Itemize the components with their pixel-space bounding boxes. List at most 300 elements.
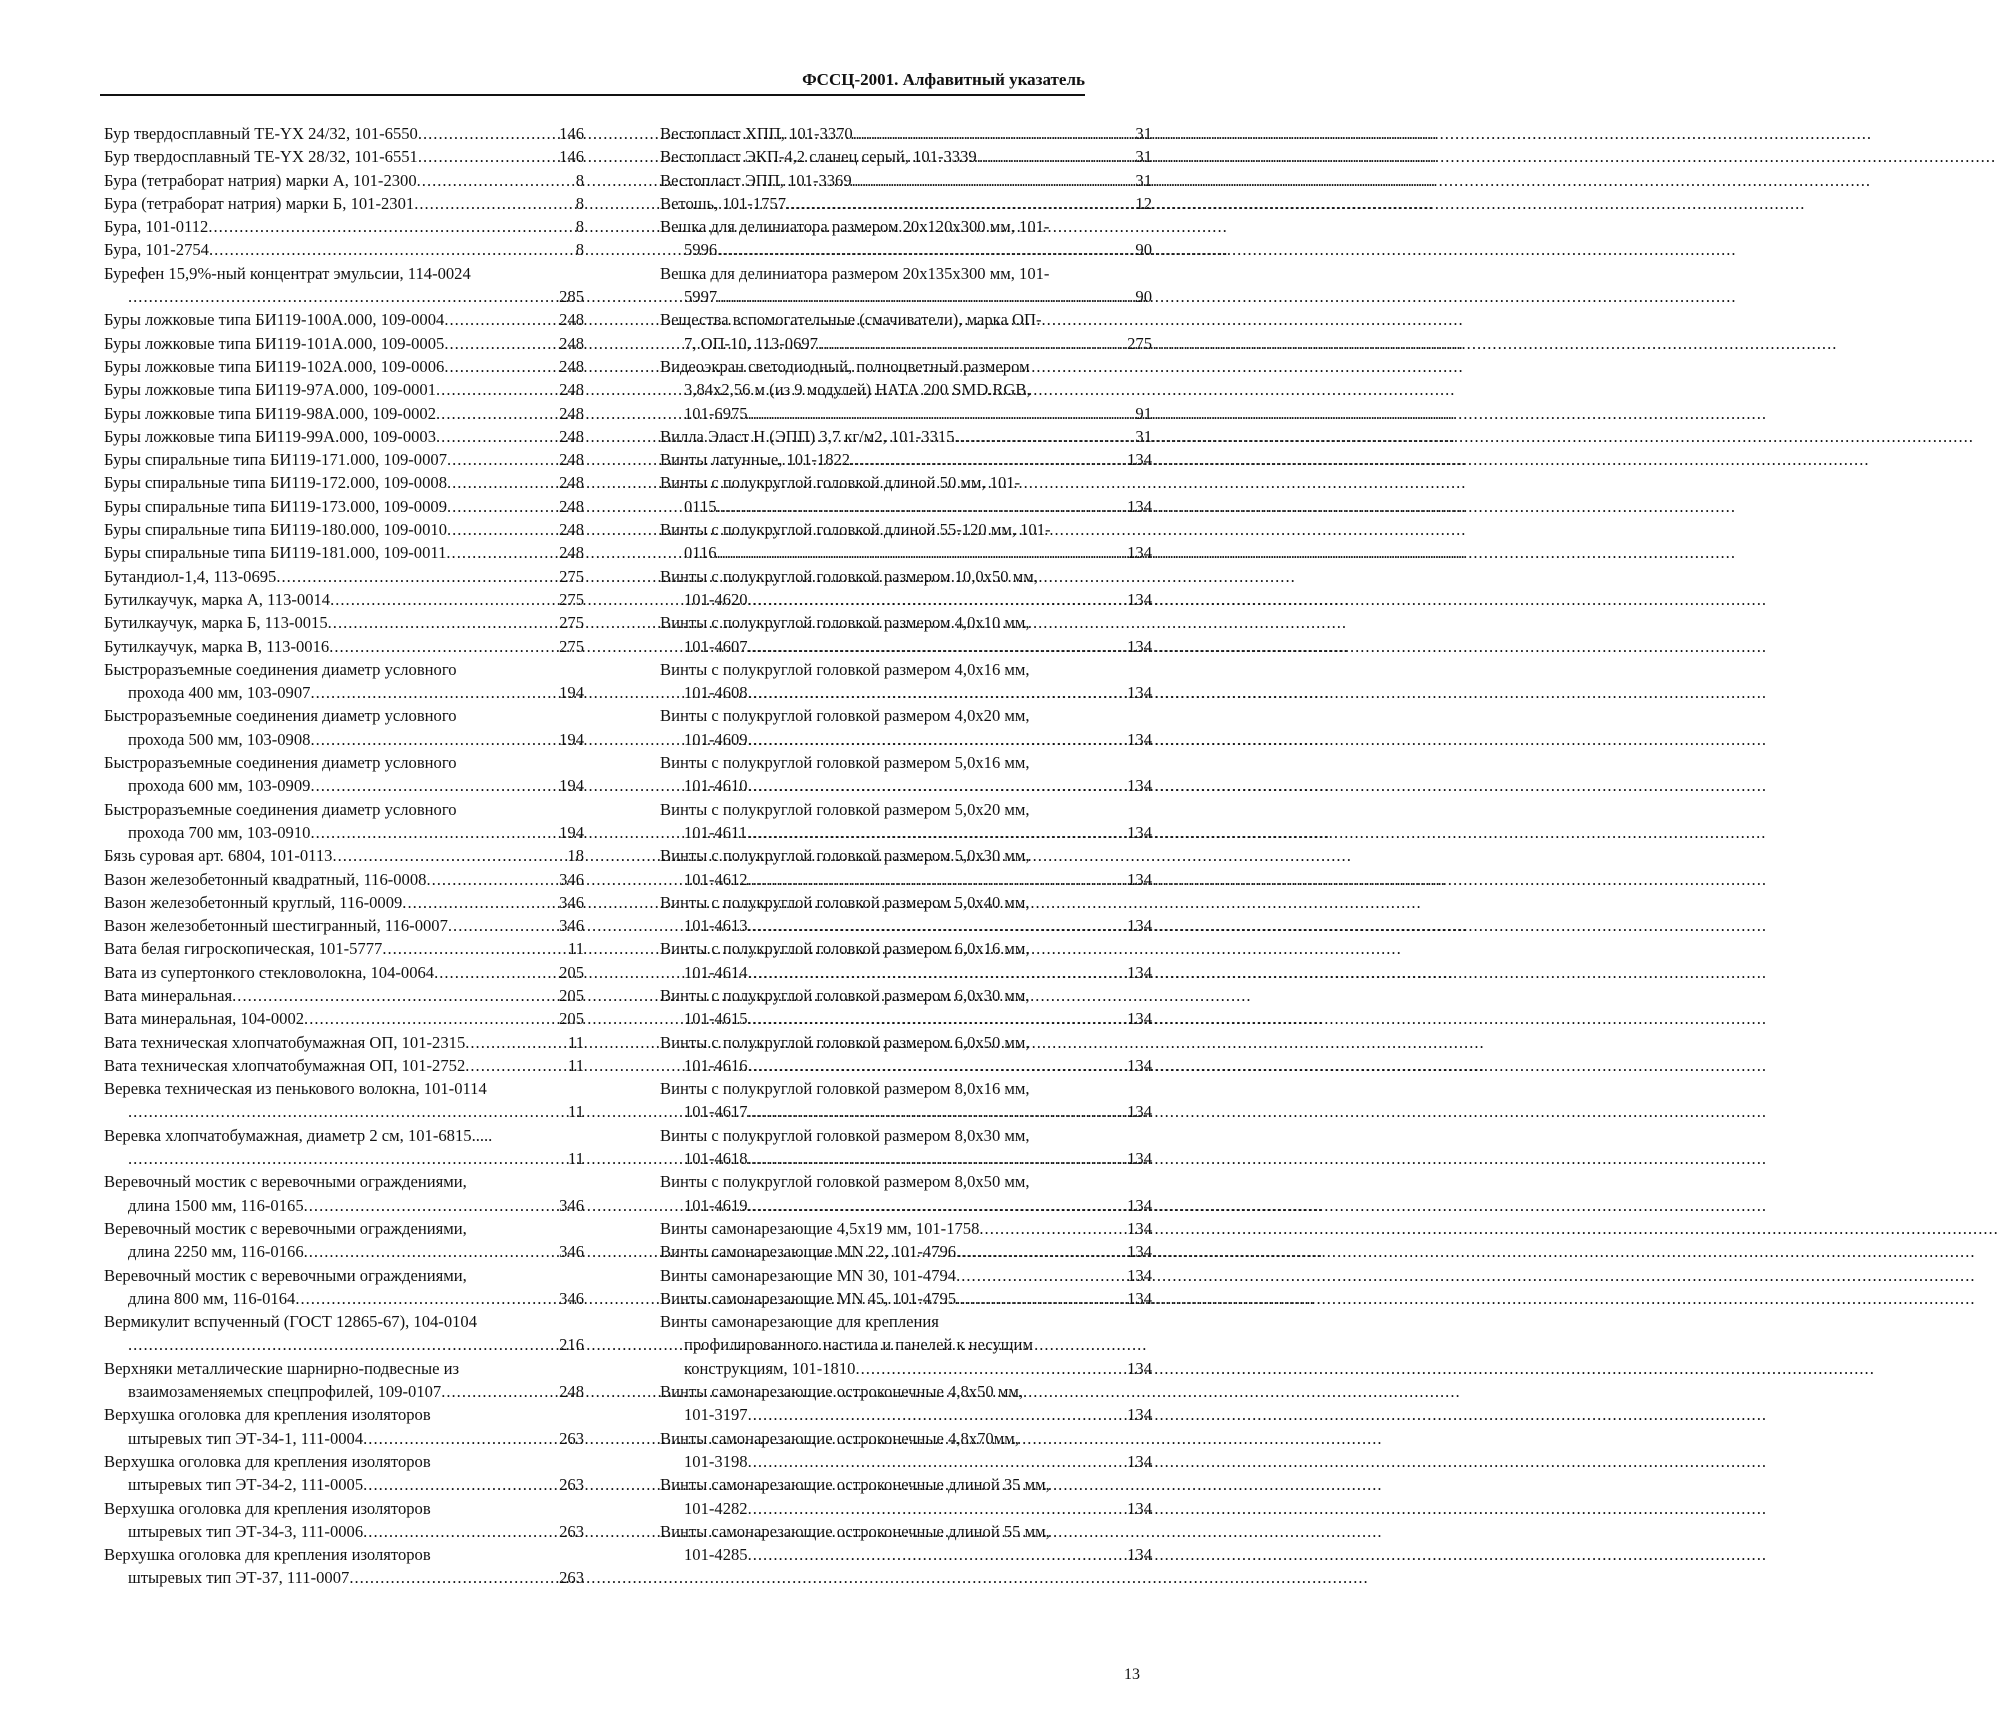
entry-line (660, 1124, 1152, 1147)
entry-text: Винты с полукруглой головкой размером 5,0х16 мм, (660, 753, 1030, 773)
index-entry (660, 1170, 1152, 1217)
entry-continuation-line (660, 1543, 1152, 1566)
entry-text: Винты самонарезающие остроконечные 4,8х50 мм, (660, 1382, 1023, 1402)
page-number: 13 (1124, 1666, 1140, 1683)
index-entry (104, 844, 584, 867)
entry-line (104, 611, 584, 634)
dot-leader (304, 1007, 557, 1030)
entry-page-ref: 134 (1127, 869, 1152, 889)
entry-text: Ветошь, 101-1757 (660, 193, 787, 213)
dot-leader (786, 192, 1133, 215)
entry-text: Быстроразъемные соединения диаметр условного (104, 659, 457, 679)
entry-page-ref: 31 (1135, 170, 1152, 190)
entry-line (104, 868, 584, 891)
dot-leader (434, 961, 557, 984)
index-column-left (104, 122, 584, 1590)
entry-text: Веревочный мостик с веревочными ограждениями, (104, 1265, 467, 1285)
dot-leader (850, 448, 1125, 471)
entry-text: Вешка для делиниатора размером 20х120х300 мм, 101- (660, 217, 1050, 237)
entry-page-ref: 248 (559, 473, 584, 493)
entry-text: Винты самонарезающие остроконечные длиной 55 мм, (660, 1521, 1050, 1541)
entry-line (104, 471, 584, 494)
entry-page-ref: 194 (559, 683, 584, 703)
dot-leader (717, 541, 1126, 564)
entry-page-ref: 134 (1127, 776, 1152, 796)
entry-text: Вешка для делиниатора размером 20х135х300 мм, 101- (660, 263, 1050, 283)
entry-text: Винты с полукруглой головкой размером 6,0х50 мм, (660, 1032, 1030, 1052)
index-entry (660, 1240, 1152, 1263)
index-entry (660, 355, 1152, 425)
entry-text: Буры ложковые типа БИ119-100А.000, 109-0004 (104, 310, 445, 330)
dot-leader (748, 1403, 1126, 1426)
entry-continuation-line (660, 378, 1152, 401)
dot-leader (426, 868, 557, 891)
dot-leader (956, 1287, 1125, 1310)
entry-page-ref: 134 (1127, 1265, 1152, 1285)
entry-text: Буры спиральные типа БИ119-181.000, 109-0011 (104, 543, 447, 563)
entry-page-ref: 134 (1127, 1451, 1152, 1471)
entry-page-ref: 346 (559, 916, 584, 936)
index-entry (660, 1310, 1152, 1380)
dot-leader (128, 1100, 566, 1123)
dot-leader (748, 1100, 1126, 1123)
index-entry (660, 1473, 1152, 1520)
entry-page-ref: 8 (575, 170, 584, 190)
entry-continuation-line (104, 681, 584, 704)
entry-line (660, 1077, 1152, 1100)
entry-page-ref: 194 (559, 729, 584, 749)
index-entry (104, 1077, 584, 1124)
entry-text: Винты с полукруглой головкой размером 6,0х30 мм, (660, 985, 1030, 1005)
entry-continuation-line (660, 1054, 1152, 1077)
index-entry (660, 448, 1152, 471)
entry-line (660, 1240, 1152, 1263)
entry-continuation-line (104, 1240, 584, 1263)
entry-page-ref: 346 (559, 892, 584, 912)
index-entry (104, 1450, 584, 1497)
index-entry (660, 1520, 1152, 1567)
dot-leader (402, 891, 557, 914)
entry-page-ref: 263 (559, 1521, 584, 1541)
entry-text: 101-4618 (684, 1149, 748, 1169)
entry-text: Винты самонарезающие 4,5х19 мм, 101-1758 (660, 1218, 980, 1238)
dot-leader (417, 169, 574, 192)
entry-text: Винты с полукруглой головкой размером 4,0х10 мм, (660, 613, 1030, 633)
entry-continuation-line (660, 728, 1152, 751)
entry-page-ref: 275 (559, 566, 584, 586)
dot-leader (748, 1194, 1126, 1217)
entry-text: конструкциям, 101-1810 (684, 1358, 856, 1378)
entry-page-ref: 134 (1127, 543, 1152, 563)
index-entry (104, 332, 584, 355)
entry-text: 101-4607 (684, 636, 748, 656)
entry-line (104, 1310, 584, 1333)
index-entry (660, 1077, 1152, 1124)
entry-line (104, 704, 584, 727)
index-entry (104, 1031, 584, 1054)
entry-text: Бутилкаучук, марка Б, 113-0015 (104, 613, 328, 633)
index-entry (660, 169, 1152, 192)
entry-line (660, 1380, 1152, 1403)
entry-text: взаимозаменяемых спецпрофилей, 109-0107 (128, 1382, 442, 1402)
entry-page-ref: 134 (1127, 496, 1152, 516)
entry-continuation-line (660, 1147, 1152, 1170)
entry-page-ref: 248 (559, 403, 584, 423)
dot-leader (748, 728, 1126, 751)
entry-page-ref: 275 (1127, 333, 1152, 353)
index-entry (104, 1403, 584, 1450)
index-entry (104, 402, 584, 425)
entry-text: Бур твердосплавный ТЕ-YX 24/32, 101-6550 (104, 124, 418, 143)
index-entry (104, 635, 584, 658)
entry-text: 5997 (684, 287, 718, 307)
dot-leader (748, 774, 1126, 797)
entry-continuation-line (660, 914, 1152, 937)
entry-page-ref: 346 (559, 1242, 584, 1262)
entry-continuation-line (104, 1287, 584, 1310)
index-entry (104, 1054, 584, 1077)
entry-line (660, 215, 1152, 238)
index-entry (104, 984, 584, 1007)
entry-text: Винты с полукруглой головкой размером 8,0х16 мм, (660, 1079, 1030, 1099)
entry-page-ref: 134 (1127, 1358, 1152, 1378)
entry-text: Видеоэкран светодиодный, полноцветный размером (660, 356, 1030, 376)
entry-text: Веревочный мостик с веревочными ограждениями, (104, 1218, 467, 1238)
entry-continuation-line (660, 635, 1152, 658)
entry-text: Буры спиральные типа БИ119-173.000, 109-0009 (104, 496, 447, 516)
entry-page-ref: 146 (559, 124, 584, 143)
dot-leader (444, 355, 557, 378)
entry-page-ref: 275 (559, 636, 584, 656)
entry-page-ref: 263 (559, 1475, 584, 1495)
entry-page-ref: 134 (1127, 729, 1152, 749)
entry-page-ref: 134 (1127, 822, 1152, 842)
entry-text: Винты с полукруглой головкой размером 10,0х50 мм, (660, 566, 1038, 586)
entry-continuation-line (104, 1427, 584, 1450)
index-entry (660, 1287, 1152, 1310)
entry-text: Веревочный мостик с веревочными ограждениями, (104, 1172, 467, 1192)
entry-text: Буры ложковые типа БИ119-97А.000, 109-0001 (104, 380, 437, 400)
entry-text: Вата минеральная, 104-0002 (104, 1009, 305, 1029)
index-entry (660, 658, 1152, 705)
entry-text: Вестопласт ЭПП, 101-3369 (660, 170, 852, 190)
dot-leader (448, 914, 557, 937)
index-entry (104, 611, 584, 634)
dot-leader (717, 285, 1133, 308)
entry-page-ref: 263 (559, 1428, 584, 1448)
entry-page-ref: 248 (559, 496, 584, 516)
entry-page-ref: 134 (1127, 1149, 1152, 1169)
index-entry (104, 122, 584, 145)
dot-leader (748, 588, 1126, 611)
entry-line (660, 891, 1152, 914)
dot-leader (748, 1450, 1126, 1473)
entry-text: Винты с полукруглой головкой размером 5,0х30 мм, (660, 846, 1030, 866)
dot-leader (446, 541, 557, 564)
entry-page-ref: 134 (1127, 1055, 1152, 1075)
entry-continuation-line (104, 1520, 584, 1543)
entry-text: Буры спиральные типа БИ119-171.000, 109-0007 (104, 450, 447, 470)
entry-line (104, 1497, 584, 1520)
entry-text: Буры ложковые типа БИ119-99А.000, 109-0003 (104, 426, 437, 446)
entry-text: Вазон железобетонный круглый, 116-0009 (104, 892, 403, 912)
entry-continuation-line (660, 285, 1152, 308)
entry-line (660, 1520, 1152, 1543)
entry-text: Веревка хлопчатобумажная, диаметр 2 см, 101-6815..... (104, 1125, 493, 1145)
entry-text: Бура, 101-2754 (104, 240, 209, 260)
entry-continuation-line (104, 1333, 584, 1356)
dot-leader (748, 1054, 1126, 1077)
dot-leader (748, 681, 1126, 704)
dot-leader (329, 635, 557, 658)
entry-text: Буры ложковые типа БИ119-101А.000, 109-0005 (104, 333, 445, 353)
entry-text: Верхушка оголовка для крепления изоляторов (104, 1451, 431, 1471)
entry-text: Вермикулит вспученный (ГОСТ 12865-67), 104-0104 (104, 1312, 478, 1332)
entry-continuation-line (660, 588, 1152, 611)
entry-text: Бутандиол-1,4, 113-0695 (104, 566, 277, 586)
entry-text: Винты с полукруглой головкой размером 8,0х30 мм, (660, 1125, 1030, 1145)
entry-continuation-line (660, 681, 1152, 704)
dot-leader (447, 448, 557, 471)
index-entry (104, 658, 584, 705)
entry-text: Верхушка оголовка для крепления изоляторов (104, 1498, 431, 1518)
index-entry (660, 984, 1152, 1031)
entry-text: Буры спиральные типа БИ119-172.000, 109-0008 (104, 473, 447, 493)
dot-leader (717, 238, 1133, 261)
dot-leader (304, 1194, 557, 1217)
entry-line (104, 448, 584, 471)
dot-leader (418, 145, 557, 168)
entry-page-ref: 134 (1127, 450, 1152, 470)
entry-text: 0116 (684, 543, 717, 563)
entry-line (660, 448, 1152, 471)
dot-leader (128, 285, 557, 308)
entry-line (660, 1170, 1152, 1193)
entry-continuation-line (660, 868, 1152, 891)
entry-page-ref: 11 (568, 1055, 584, 1075)
entry-page-ref: 134 (1127, 1242, 1152, 1262)
dot-leader (382, 937, 566, 960)
entry-page-ref: 18 (567, 846, 584, 866)
entry-text: Вестопласт ХПП, 101-3370 (660, 124, 853, 143)
entry-text: Вата техническая хлопчатобумажная ОП, 101-2752 (104, 1055, 466, 1075)
dot-leader (956, 1240, 1125, 1263)
entry-page-ref: 12 (1135, 193, 1152, 213)
index-entry (660, 1264, 1152, 1287)
dot-leader (748, 1147, 1126, 1170)
entry-text: длина 800 мм, 116-0164 (128, 1288, 296, 1308)
entry-page-ref: 248 (559, 426, 584, 446)
entry-line (104, 914, 584, 937)
entry-line (104, 122, 584, 145)
index-entry (104, 961, 584, 984)
entry-text: 101-4608 (684, 683, 748, 703)
index-entry (660, 308, 1152, 355)
entry-page-ref: 346 (559, 1195, 584, 1215)
entry-text: Вазон железобетонный квадратный, 116-0008 (104, 869, 427, 889)
entry-text: 101-6975 (684, 403, 748, 423)
entry-page-ref: 90 (1135, 240, 1152, 260)
entry-continuation-line (660, 238, 1152, 261)
index-entry (104, 1170, 584, 1217)
entry-page-ref: 134 (1127, 916, 1152, 936)
entry-continuation-line (104, 774, 584, 797)
entry-line (104, 1450, 584, 1473)
entry-line (660, 1264, 1152, 1287)
entry-line (104, 238, 584, 261)
index-entry (660, 704, 1152, 751)
index-entry (660, 1031, 1152, 1078)
entry-line (104, 798, 584, 821)
entry-text: Бур твердосплавный ТЕ-YX 28/32, 101-6551 (104, 147, 418, 167)
entry-page-ref: 134 (1127, 1195, 1152, 1215)
entry-line (104, 332, 584, 355)
entry-continuation-line (660, 1333, 1152, 1356)
dot-leader (717, 495, 1126, 518)
dot-leader (328, 611, 557, 634)
entry-text: 101-4612 (684, 869, 748, 889)
entry-text: 101-4611 (684, 822, 747, 842)
dot-leader (748, 635, 1126, 658)
dot-leader (304, 1240, 557, 1263)
entry-text: длина 1500 мм, 116-0165 (128, 1195, 304, 1215)
entry-line (104, 1054, 584, 1077)
entry-line (660, 798, 1152, 821)
index-entry (104, 751, 584, 798)
entry-line (104, 378, 584, 401)
dot-leader (955, 425, 1134, 448)
entry-continuation-line (660, 541, 1152, 564)
entry-text: Быстроразъемные соединения диаметр условного (104, 706, 457, 726)
entry-text: Вата из супертонкого стекловолокна, 104-0064 (104, 962, 435, 982)
entry-line (104, 495, 584, 518)
index-entry (104, 798, 584, 845)
entry-page-ref: 134 (1127, 1405, 1152, 1425)
entry-page-ref: 248 (559, 450, 584, 470)
entry-line (660, 169, 1152, 192)
dot-leader (447, 495, 557, 518)
entry-continuation-line (104, 1473, 584, 1496)
index-entry (104, 1264, 584, 1311)
entry-continuation-line (660, 1450, 1152, 1473)
entry-continuation-line (104, 1566, 584, 1589)
entry-text: Верхняки металлические шарнирно-подвесные из (104, 1358, 460, 1378)
dot-leader (332, 844, 565, 867)
entry-continuation-line (660, 821, 1152, 844)
entry-line (104, 588, 584, 611)
dot-leader (276, 565, 557, 588)
entry-text: Винты самонарезающие MN 30, 101-4794 (660, 1265, 957, 1285)
entry-text: прохода 500 мм, 103-0908 (128, 729, 311, 749)
entry-line (104, 169, 584, 192)
entry-line (104, 751, 584, 774)
entry-page-ref: 31 (1135, 147, 1152, 167)
index-entry (660, 798, 1152, 845)
entry-text: Вилла Эласт Н (ЭПП) 3,7 кг/м2, 101-3315 (660, 426, 955, 446)
entry-text: Веревка техническая из пенькового волокна, 101-0114 (104, 1079, 487, 1099)
dot-leader (747, 821, 1125, 844)
index-entry (660, 844, 1152, 891)
entry-continuation-line (104, 821, 584, 844)
index-entry (660, 192, 1152, 215)
entry-line (104, 192, 584, 215)
index-entry (104, 937, 584, 960)
index-entry (104, 425, 584, 448)
dot-leader (444, 308, 557, 331)
entry-continuation-line (660, 1007, 1152, 1030)
entry-continuation-line (660, 1497, 1152, 1520)
entry-line (660, 937, 1152, 960)
entry-line (104, 1031, 584, 1054)
entry-continuation-line (104, 285, 584, 308)
entry-continuation-line (660, 402, 1152, 425)
index-entry (660, 518, 1152, 565)
entry-text: Бура (тетраборат натрия) марки А, 101-2300 (104, 170, 417, 190)
dot-leader (748, 914, 1126, 937)
entry-line (104, 541, 584, 564)
entry-page-ref: 31 (1135, 124, 1152, 143)
entry-line (104, 1543, 584, 1566)
index-entry (660, 1380, 1152, 1427)
entry-page-ref: 134 (1127, 962, 1152, 982)
entry-line (660, 518, 1152, 541)
entry-text: 101-4285 (684, 1545, 748, 1565)
entry-page-ref: 248 (559, 356, 584, 376)
entry-continuation-line (660, 1357, 1152, 1380)
index-entry (104, 1217, 584, 1264)
entry-page-ref: 8 (575, 240, 584, 260)
dot-leader (748, 1497, 1126, 1520)
entry-page-ref: 91 (1135, 403, 1152, 423)
dot-leader (853, 122, 1134, 145)
entry-page-ref: 216 (559, 1335, 584, 1355)
entry-text: Винты с полукруглой головкой размером 6,0х16 мм, (660, 939, 1030, 959)
entry-line (660, 192, 1152, 215)
entry-text: Вещества вспомогательные (смачиватели), марка ОП- (660, 310, 1042, 330)
entry-page-ref: 205 (559, 985, 584, 1005)
index-entry (104, 1357, 584, 1404)
index-entry (660, 122, 1152, 145)
dot-leader (310, 681, 557, 704)
entry-text: 101-4614 (684, 962, 748, 982)
entry-line (660, 1310, 1152, 1333)
dot-leader (748, 402, 1134, 425)
entry-text: 101-4619 (684, 1195, 748, 1215)
index-entry (660, 262, 1152, 309)
entry-text: Быстроразъемные соединения диаметр условного (104, 753, 457, 773)
dot-leader (465, 1054, 566, 1077)
index-entry (104, 1124, 584, 1171)
entry-line (660, 704, 1152, 727)
index-entry (104, 1007, 584, 1030)
entry-line (104, 215, 584, 238)
index-entry (104, 192, 584, 215)
entry-line (660, 145, 1152, 168)
entry-text: Буры ложковые типа БИ119-98А.000, 109-0002 (104, 403, 437, 423)
entry-line (104, 937, 584, 960)
entry-text: Бура (тетраборат натрия) марки Б, 101-2301 (104, 193, 415, 213)
entry-line (104, 518, 584, 541)
entry-text: прохода 400 мм, 103-0907 (128, 683, 311, 703)
index-entry (104, 868, 584, 891)
entry-line (660, 751, 1152, 774)
dot-leader (349, 1566, 557, 1589)
entry-line (104, 425, 584, 448)
entry-line (660, 355, 1152, 378)
entry-page-ref: 134 (1127, 589, 1152, 609)
entry-text: Буры ложковые типа БИ119-102А.000, 109-0006 (104, 356, 445, 376)
entry-line (660, 984, 1152, 1007)
